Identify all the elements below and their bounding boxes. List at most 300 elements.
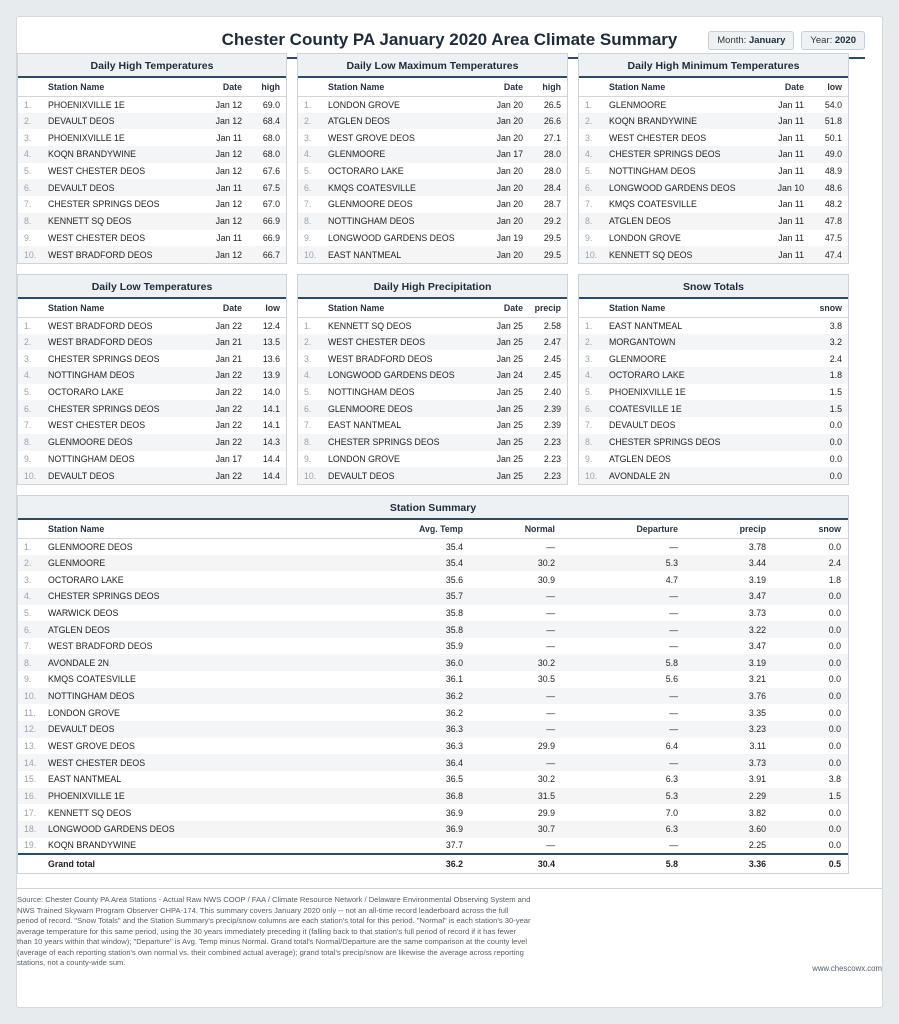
summary-value: 3.21 xyxy=(748,674,766,685)
station-name: KENNETT SQ DEOS xyxy=(328,320,412,331)
station-name-header: Station Name xyxy=(605,78,756,96)
station-summary-table xyxy=(18,520,848,873)
row-index: 17. xyxy=(24,807,37,818)
value-cell: 68.4 xyxy=(246,113,286,130)
row-index: 2. xyxy=(18,113,44,130)
summary-row xyxy=(18,771,848,788)
summary-row xyxy=(18,638,848,655)
summary-row xyxy=(18,804,848,821)
table-row xyxy=(18,400,286,417)
table-row xyxy=(579,367,848,384)
row-index: 8. xyxy=(579,434,605,451)
month-value: January xyxy=(748,35,786,46)
summary-value: 0.0 xyxy=(828,674,841,685)
row-index: 10. xyxy=(298,246,324,263)
row-index: 4. xyxy=(18,367,44,384)
summary-value: 0.0 xyxy=(770,688,848,705)
table-row xyxy=(579,129,848,146)
table-row xyxy=(18,317,286,334)
page-title: Chester County PA January 2020 Area Climate Summary xyxy=(221,30,678,49)
table-row xyxy=(298,146,567,163)
summary-value: 3.22 xyxy=(682,621,770,638)
grand-total-value: 36.2 xyxy=(347,854,467,873)
summary-value: 3.91 xyxy=(748,774,766,785)
value-cell: 0.0 xyxy=(829,420,842,431)
summary-value: 35.6 xyxy=(445,574,463,585)
date-cell: Jan 25 xyxy=(496,387,523,398)
summary-row xyxy=(18,838,848,855)
summary-value: 7.0 xyxy=(665,807,678,818)
station-name: WEST CHESTER DEOS xyxy=(48,166,146,177)
value-cell: 29.5 xyxy=(543,232,561,243)
date-cell: Jan 22 xyxy=(194,400,246,417)
date-cell: Jan 22 xyxy=(194,467,246,484)
value-cell: 2.47 xyxy=(527,334,567,351)
value-cell: 28.4 xyxy=(527,179,567,196)
table-row xyxy=(18,350,286,367)
date-cell xyxy=(756,434,808,451)
cards-row-top xyxy=(17,53,849,264)
row-index: 1. xyxy=(585,99,593,110)
row-index: 4. xyxy=(298,367,324,384)
daily-low-maximum-temperatures-card xyxy=(297,53,568,264)
station-name: KOQN BRANDYWINE xyxy=(48,840,136,851)
station-name: EAST NANTMEAL xyxy=(328,420,402,431)
summary-value: 36.2 xyxy=(445,707,463,718)
index-header xyxy=(298,299,324,317)
summary-value: 36.9 xyxy=(445,807,463,818)
row-index: 3. xyxy=(304,353,312,364)
month-label: Month: xyxy=(717,35,747,46)
date-cell xyxy=(756,417,808,434)
row-index: 5. xyxy=(304,387,312,398)
date-cell xyxy=(756,334,808,351)
summary-value: 36.2 xyxy=(347,688,467,705)
row-index: 9. xyxy=(24,674,32,685)
summary-value: — xyxy=(467,688,559,705)
station-name: CHESTER SPRINGS DEOS xyxy=(605,434,756,451)
row-index: 1. xyxy=(24,541,32,552)
station-name: DEVAULT DEOS xyxy=(44,113,194,130)
table-row xyxy=(18,129,286,146)
date-cell xyxy=(756,467,808,484)
summary-value: — xyxy=(467,621,559,638)
table-row xyxy=(18,334,286,351)
daily-high-precipitation-table xyxy=(298,299,567,484)
station-name: LONGWOOD GARDENS DEOS xyxy=(44,821,347,838)
station-name: OCTORARO LAKE xyxy=(328,166,404,177)
value-cell: 47.8 xyxy=(808,213,848,230)
row-index: 8. xyxy=(579,213,605,230)
station-name: PHOENIXVILLE 1E xyxy=(48,99,125,110)
summary-value: 3.47 xyxy=(748,641,766,652)
table-header-row xyxy=(18,78,286,96)
date-cell: Jan 11 xyxy=(216,132,242,143)
value-cell: 67.5 xyxy=(246,179,286,196)
table-header-row xyxy=(579,78,848,96)
date-cell: Jan 11 xyxy=(778,232,804,243)
table-row xyxy=(298,196,567,213)
table-header-row xyxy=(579,299,848,317)
value-cell: 14.1 xyxy=(262,420,280,431)
grand-total-label: Grand total xyxy=(44,854,347,873)
date-cell: Jan 24 xyxy=(475,367,527,384)
date-cell: Jan 20 xyxy=(496,99,523,110)
summary-value: — xyxy=(467,721,559,738)
value-cell: 2.45 xyxy=(527,367,567,384)
table-row xyxy=(579,213,848,230)
station-name: LONDON GROVE xyxy=(48,707,120,718)
row-index: 5. xyxy=(585,387,593,398)
row-index: 15. xyxy=(24,774,37,785)
station-summary-title: Station Summary xyxy=(18,496,848,520)
row-index xyxy=(18,854,44,873)
table-row xyxy=(298,417,567,434)
summary-value: 29.9 xyxy=(537,741,555,751)
value-cell: 67.6 xyxy=(262,166,280,177)
station-name: EAST NANTMEAL xyxy=(324,246,475,263)
row-index: 7. xyxy=(304,420,312,431)
station-name: GLENMOORE DEOS xyxy=(44,434,194,451)
footer xyxy=(17,888,882,973)
value-cell: 2.45 xyxy=(543,353,561,364)
summary-value: 4.7 xyxy=(665,574,678,585)
summary-value: 36.3 xyxy=(347,721,467,738)
daily-low-temperatures-title: Daily Low Temperatures xyxy=(18,275,286,299)
summary-value: — xyxy=(669,607,678,618)
daily-high-precipitation-title: Daily High Precipitation xyxy=(298,275,567,299)
value-cell: 2.40 xyxy=(543,387,561,398)
summary-value: 35.4 xyxy=(347,555,467,572)
daily-high-minimum-temperatures-card xyxy=(578,53,849,264)
station-name: DEVAULT DEOS xyxy=(44,467,194,484)
daily-high-temperatures-title: Daily High Temperatures xyxy=(18,54,286,78)
table-row xyxy=(298,246,567,263)
station-name: NOTTINGHAM DEOS xyxy=(609,166,696,177)
summary-value: 29.9 xyxy=(537,807,555,818)
table-row xyxy=(18,367,286,384)
summary-value: 6.4 xyxy=(665,741,678,751)
row-index: 8. xyxy=(18,434,44,451)
table-row xyxy=(579,163,848,180)
row-index: 3. xyxy=(24,132,32,143)
value-cell: 2.4 xyxy=(829,353,842,364)
table-row xyxy=(579,350,848,367)
row-index: 6. xyxy=(298,179,324,196)
value-cell: 2.23 xyxy=(543,453,561,464)
summary-value: 0.0 xyxy=(770,588,848,605)
date-cell: Jan 12 xyxy=(215,199,242,210)
date-cell: Jan 25 xyxy=(496,453,523,464)
value-cell: 14.1 xyxy=(246,400,286,417)
station-name: AVONDALE 2N xyxy=(605,467,756,484)
date-cell: Jan 11 xyxy=(756,213,808,230)
summary-value: 35.8 xyxy=(445,607,463,618)
station-name: KENNETT SQ DEOS xyxy=(44,213,194,230)
row-index: 18. xyxy=(18,821,44,838)
table-row xyxy=(298,96,567,113)
summary-value: 0.0 xyxy=(828,707,841,718)
station-name: KMQS COATESVILLE xyxy=(609,199,697,210)
index-header xyxy=(579,78,605,96)
station-name: KENNETT SQ DEOS xyxy=(48,807,132,818)
station-name: GLENMOORE DEOS xyxy=(324,400,475,417)
row-index: 8. xyxy=(18,654,44,671)
site-link[interactable]: www.chescowx.com xyxy=(812,964,882,973)
summary-value: 0.0 xyxy=(770,754,848,771)
grand-total-value: 30.4 xyxy=(467,854,559,873)
table-row xyxy=(18,179,286,196)
snow-totals-card xyxy=(578,274,849,485)
station-name: CHESTER SPRINGS DEOS xyxy=(324,434,475,451)
summary-value: — xyxy=(559,588,682,605)
station-name: DEVAULT DEOS xyxy=(44,179,194,196)
row-index: 9. xyxy=(24,453,32,464)
index-header xyxy=(18,78,44,96)
summary-row xyxy=(18,704,848,721)
value-header: snow xyxy=(808,299,848,317)
table-row xyxy=(18,230,286,247)
station-name: GLENMOORE DEOS xyxy=(48,541,133,552)
station-name: PHOENIXVILLE 1E xyxy=(48,132,125,143)
table-row xyxy=(579,417,848,434)
row-index: 2. xyxy=(298,113,324,130)
station-name: WEST CHESTER DEOS xyxy=(48,420,146,431)
station-name: CHESTER SPRINGS DEOS xyxy=(48,353,160,364)
table-row xyxy=(579,384,848,401)
date-cell xyxy=(756,350,808,367)
station-name: GLENMOORE DEOS xyxy=(328,199,413,210)
summary-value: 2.29 xyxy=(682,788,770,805)
row-index: 1. xyxy=(304,99,312,110)
month-filter[interactable] xyxy=(708,31,794,50)
date-cell: Jan 11 xyxy=(756,113,808,130)
row-index: 5. xyxy=(24,607,32,618)
date-cell: Jan 21 xyxy=(215,353,242,364)
station-name: EAST NANTMEAL xyxy=(48,774,122,785)
value-cell: 14.4 xyxy=(262,453,280,464)
station-name: WEST BRADFORD DEOS xyxy=(44,334,194,351)
summary-value: 0.0 xyxy=(828,607,841,618)
value-cell: 3.8 xyxy=(829,320,842,331)
summary-value: 1.8 xyxy=(828,574,841,585)
summary-row xyxy=(18,788,848,805)
row-index: 8. xyxy=(18,213,44,230)
station-name: PHOENIXVILLE 1E xyxy=(609,387,686,398)
date-cell: Jan 12 xyxy=(215,166,242,177)
station-name: OCTORARO LAKE xyxy=(605,367,756,384)
table-row xyxy=(18,384,286,401)
station-name: WARWICK DEOS xyxy=(48,607,119,618)
value-cell: 69.0 xyxy=(262,99,280,110)
value-cell: 68.0 xyxy=(246,146,286,163)
daily-low-maximum-temperatures-table xyxy=(298,78,567,263)
value-cell: 1.5 xyxy=(829,387,842,398)
summary-value: 30.2 xyxy=(467,555,559,572)
station-name: LONDON GROVE xyxy=(328,99,400,110)
summary-value: — xyxy=(559,688,682,705)
station-name: KOQN BRANDYWINE xyxy=(44,146,194,163)
table-row xyxy=(18,467,286,484)
summary-col-snow: snow xyxy=(770,520,848,538)
table-row xyxy=(298,384,567,401)
station-name: WEST BRADFORD DEOS xyxy=(48,320,153,331)
table-row xyxy=(298,179,567,196)
index-header xyxy=(18,520,44,538)
date-cell: Jan 20 xyxy=(496,166,523,177)
date-cell: Jan 10 xyxy=(756,179,808,196)
summary-value: 3.19 xyxy=(682,654,770,671)
summary-value: 0.0 xyxy=(828,741,841,751)
source-note: Source: Chester County PA Area Stations - Actual Raw NWS COOP / FAA / Climate Resource Network / Delaware Environmental Observing System and NWS Trained Skywarn Program Observer CHPA-174. This summary covers January 2020 only -- not an all-time record leaderboard across the full period of record. "Snow Totals" and the Station Summary's precip/snow columns are each station's total for this period. "Normal" is each station's 30-year average temperature for this same period, using the 30 years immediately preceding it (falling back to that station's full period of record if it has fewer than 10 years within that window); "Departure" is Avg. Temp minus Normal. Grand total's Normal/Departure are the same comparison at the county level (average of each reporting station's own normal vs. their combined actual average); grand total's precip/snow are likewise the average across reporting stations, not a county-wide sum. xyxy=(17,895,531,967)
date-cell: Jan 22 xyxy=(215,420,242,431)
date-cell: Jan 11 xyxy=(778,99,804,110)
row-index: 4. xyxy=(298,146,324,163)
summary-value: — xyxy=(669,541,678,552)
table-row xyxy=(298,367,567,384)
row-index: 2. xyxy=(18,334,44,351)
summary-row xyxy=(18,738,848,755)
date-cell: Jan 25 xyxy=(496,353,523,364)
summary-value: 0.0 xyxy=(828,641,841,652)
value-cell: 14.0 xyxy=(262,387,280,398)
summary-col-departure: Departure xyxy=(559,520,682,538)
row-index: 1. xyxy=(304,320,312,331)
row-index: 8. xyxy=(298,213,324,230)
summary-value: 0.0 xyxy=(770,821,848,838)
station-name: ATGLEN DEOS xyxy=(324,113,475,130)
summary-row xyxy=(18,654,848,671)
cards-row-middle xyxy=(17,274,849,485)
row-index: 19. xyxy=(24,840,37,851)
summary-value: 37.7 xyxy=(445,840,463,851)
summary-value: 6.3 xyxy=(559,821,682,838)
value-cell: 47.4 xyxy=(808,246,848,263)
summary-row xyxy=(18,571,848,588)
summary-value: 36.8 xyxy=(347,788,467,805)
table-row xyxy=(18,146,286,163)
year-filter[interactable] xyxy=(801,31,865,50)
date-cell: Jan 25 xyxy=(475,334,527,351)
grand-total-value: 3.36 xyxy=(682,854,770,873)
station-name: ATGLEN DEOS xyxy=(609,453,671,464)
summary-row xyxy=(18,821,848,838)
row-index: 9. xyxy=(304,232,312,243)
table-row xyxy=(579,317,848,334)
summary-value: 35.4 xyxy=(445,541,463,552)
date-cell: Jan 25 xyxy=(475,400,527,417)
snow-totals-title: Snow Totals xyxy=(579,275,848,299)
value-cell: 27.1 xyxy=(543,132,561,143)
table-row xyxy=(18,213,286,230)
summary-header-row xyxy=(18,520,848,538)
date-header: Date xyxy=(194,78,246,96)
date-cell: Jan 20 xyxy=(496,132,523,143)
station-name: ATGLEN DEOS xyxy=(44,621,347,638)
date-cell: Jan 25 xyxy=(475,434,527,451)
table-header-row xyxy=(18,299,286,317)
summary-value: — xyxy=(669,707,678,718)
date-cell xyxy=(756,400,808,417)
row-index: 4. xyxy=(579,146,605,163)
summary-value: 3.73 xyxy=(748,607,766,618)
value-cell: 48.6 xyxy=(808,179,848,196)
date-header xyxy=(756,299,808,317)
value-cell: 48.9 xyxy=(824,166,842,177)
summary-value: 3.73 xyxy=(682,754,770,771)
summary-value: 35.8 xyxy=(347,621,467,638)
date-cell: Jan 20 xyxy=(475,113,527,130)
table-row xyxy=(298,129,567,146)
value-cell: 2.39 xyxy=(543,420,561,431)
summary-value: — xyxy=(546,641,555,652)
row-index: 9. xyxy=(24,232,32,243)
summary-col-normal: Normal xyxy=(467,520,559,538)
daily-high-minimum-temperatures-table xyxy=(579,78,848,263)
table-row xyxy=(298,334,567,351)
table-row xyxy=(579,451,848,468)
date-cell: Jan 12 xyxy=(194,246,246,263)
row-index: 4. xyxy=(18,146,44,163)
row-index: 7. xyxy=(24,420,32,431)
row-index: 9. xyxy=(304,453,312,464)
summary-value: 3.8 xyxy=(828,774,841,785)
summary-value: 3.23 xyxy=(682,721,770,738)
date-cell: Jan 11 xyxy=(778,199,804,210)
date-cell: Jan 20 xyxy=(475,213,527,230)
summary-value: 36.3 xyxy=(445,741,463,751)
row-index: 7. xyxy=(585,199,593,210)
station-name: GLENMOORE xyxy=(324,146,475,163)
date-cell xyxy=(756,367,808,384)
summary-value: 3.82 xyxy=(748,807,766,818)
summary-value: 0.0 xyxy=(770,654,848,671)
value-cell: 28.0 xyxy=(543,166,561,177)
summary-value: 35.7 xyxy=(347,588,467,605)
table-row xyxy=(298,163,567,180)
value-cell: 29.5 xyxy=(527,246,567,263)
station-name-header: Station Name xyxy=(324,299,475,317)
row-index: 3. xyxy=(304,132,312,143)
row-index: 6. xyxy=(579,400,605,417)
summary-value: 6.3 xyxy=(665,774,678,785)
date-cell: Jan 20 xyxy=(475,246,527,263)
station-name: GLENMOORE xyxy=(609,99,667,110)
date-cell: Jan 22 xyxy=(215,387,242,398)
station-name: WEST CHESTER DEOS xyxy=(324,334,475,351)
row-index: 4. xyxy=(18,588,44,605)
table-row xyxy=(298,434,567,451)
station-name: DEVAULT DEOS xyxy=(324,467,475,484)
year-value: 2020 xyxy=(834,35,856,46)
row-index: 16. xyxy=(18,788,44,805)
row-index: 3. xyxy=(24,353,32,364)
station-name: NOTTINGHAM DEOS xyxy=(44,688,347,705)
summary-body xyxy=(18,538,848,873)
station-name: DEVAULT DEOS xyxy=(609,420,676,431)
date-cell: Jan 11 xyxy=(216,232,242,243)
date-cell xyxy=(756,451,808,468)
station-name: DEVAULT DEOS xyxy=(44,721,347,738)
value-header: precip xyxy=(527,299,567,317)
value-cell: 66.9 xyxy=(262,232,280,243)
date-header: Date xyxy=(475,78,527,96)
table-row xyxy=(18,96,286,113)
value-cell: 12.4 xyxy=(262,320,280,331)
station-name: KOQN BRANDYWINE xyxy=(605,113,756,130)
row-index: 7. xyxy=(24,199,32,210)
station-name: WEST GROVE DEOS xyxy=(328,132,415,143)
